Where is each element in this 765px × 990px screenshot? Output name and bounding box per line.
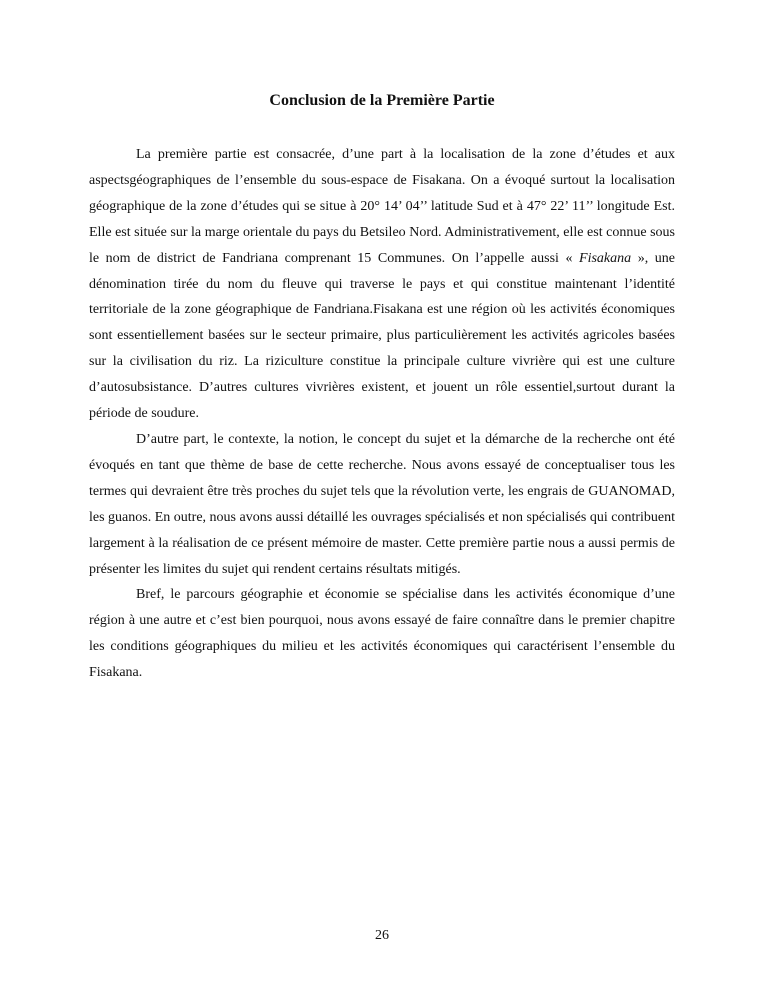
paragraph-1-text-before: La première partie est consacrée, d’une part à la localisation de la zone d’études et aux aspectsgéographiques de l’ensemble du sous-espace de Fisakana. On a évoqué surtout la localisation géographique de la zone d’études qui se situe à 20° 14’ 04’’ latitude Sud et à 47° 22’ 11’’ longitude Est. Elle est située sur la marge orientale du pays du Betsileo Nord. Administrativement, elle est connue sous le nom de district de Fandriana comprenant 15 Communes. On l’appelle aussi « [89, 147, 675, 266]
page-number: 26 [375, 928, 389, 943]
paragraph-1-emphasis: Fisakana [579, 250, 632, 266]
paragraph-1-text-after: », une dénomination tirée du nom du fleuve qui traverse le pays et qui constitue maintenant l’identité territoriale de la zone géographique de Fandriana.Fisakana est une région où les activités économiques sont essentiellement basées sur le secteur primaire, plus particulièrement les activités agricoles basées sur la civilisation du riz. La riziculture constitue la principale culture vivrière qui est une culture d’autosubsistance. D’autres cultures vivrières existent, et jouent un rôle essentiel,surtout durant la période de soudure. [89, 250, 675, 422]
document-page [89, 0, 675, 990]
section-title: Conclusion de la Première Partie [269, 92, 495, 109]
body-text [89, 142, 675, 686]
paragraph-1 [89, 142, 675, 427]
paragraph-2: D’autre part, le contexte, la notion, le concept du sujet et la démarche de la recherche ont été évoqués en tant que thème de base de cette recherche. Nous avons essayé de conceptualiser tous les termes qui devraient être très proches du sujet tels que la révolution verte, les engrais de GUANOMAD, les guanos. En outre, nous avons aussi détaillé les ouvrages spécialisés et non spécialisés qui contribuent largement à la réalisation de ce présent mémoire de master. Cette première partie nous a aussi permis de présenter les limites du sujet qui rendent certains résultats mitigés. [89, 431, 675, 577]
paragraph-3: Bref, le parcours géographie et économie se spécialise dans les activités économique d’une région à une autre et c’est bien pourquoi, nous avons essayé de faire connaître dans le premier chapitre les conditions géographiques du milieu et les activités économiques qui caractérisent l’ensemble du Fisakana. [89, 587, 675, 681]
